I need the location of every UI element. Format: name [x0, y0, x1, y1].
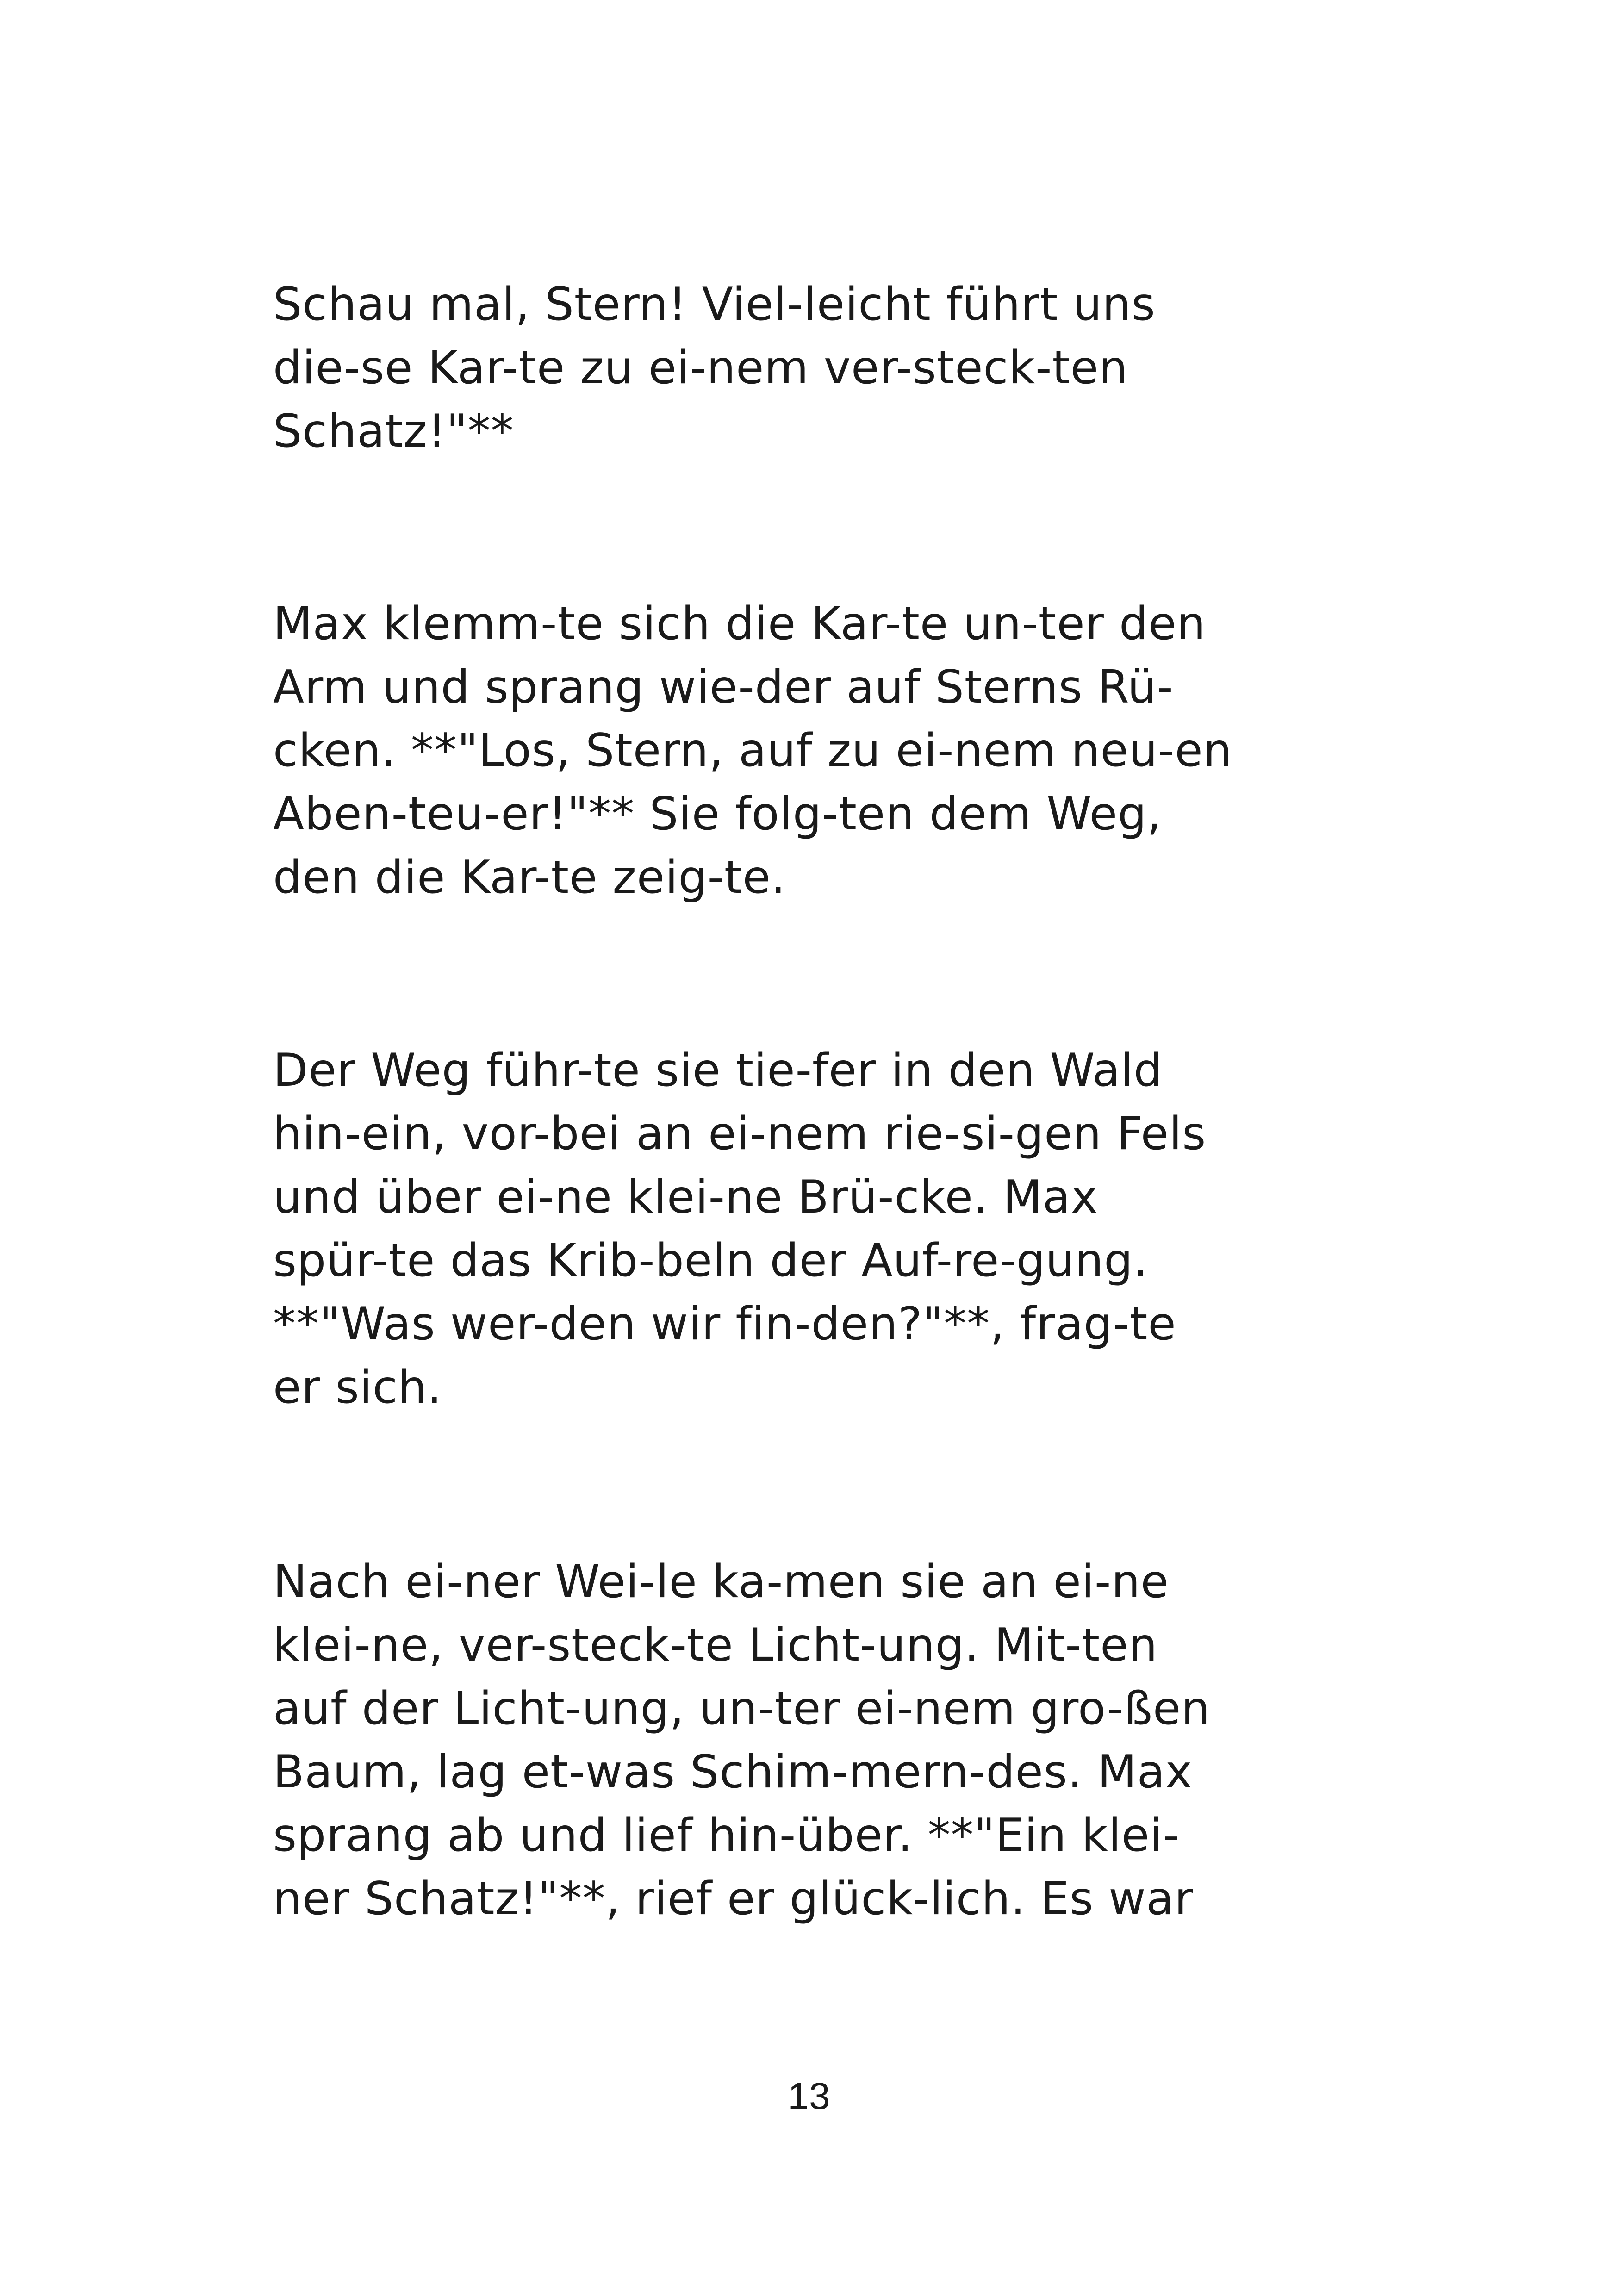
paragraph-4	[273, 1550, 1393, 1931]
text-line: und über ei-ne klei-ne Brü-cke. Max	[273, 1171, 1098, 1224]
text-line: sprang ab und lief hin-über. **"Ein klei-	[273, 1809, 1180, 1862]
text-line: Der Weg führ-te sie tie-fer in den Wald	[273, 1044, 1163, 1097]
page-number: 13	[788, 2075, 830, 2117]
text-line: klei-ne, ver-steck-te Licht-ung. Mit-ten	[273, 1619, 1158, 1672]
paragraph-3	[273, 1039, 1393, 1419]
text-line: spür-te das Krib-beln der Auf-re-gung.	[273, 1234, 1148, 1287]
text-line: Arm und sprang wie-der auf Sterns Rü-	[273, 661, 1174, 714]
text-line: ner Schatz!"**, rief er glück-lich. Es war	[273, 1873, 1194, 1925]
text-line: er sich.	[273, 1361, 442, 1414]
paragraph-2	[273, 592, 1393, 909]
text-line: Nach ei-ner Wei-le ka-men sie an ei-ne	[273, 1556, 1169, 1608]
text-line: cken. **"Los, Stern, auf zu ei-nem neu-en	[273, 724, 1232, 777]
text-line: Max klemm-te sich die Kar-te un-ter den	[273, 597, 1206, 650]
text-line: **"Was wer-den wir fin-den?"**, frag-te	[273, 1298, 1176, 1350]
text-line: hin-ein, vor-bei an ei-nem rie-si-gen Fels	[273, 1108, 1207, 1160]
text-line: auf der Licht-ung, un-ter ei-nem gro-ßen	[273, 1682, 1211, 1735]
text-line: Baum, lag et-was Schim-mern-des. Max	[273, 1746, 1193, 1798]
text-line: den die Kar-te zeig-te.	[273, 851, 786, 904]
text-line: die-se Kar-te zu ei-nem ver-steck-ten	[273, 342, 1128, 394]
text-line: Aben-teu-er!"** Sie folg-ten dem Weg,	[273, 788, 1162, 840]
text-line: Schatz!"**	[273, 405, 514, 458]
paragraph-1	[273, 273, 1393, 463]
text-line: Schau mal, Stern! Viel-leicht führt uns	[273, 278, 1156, 331]
